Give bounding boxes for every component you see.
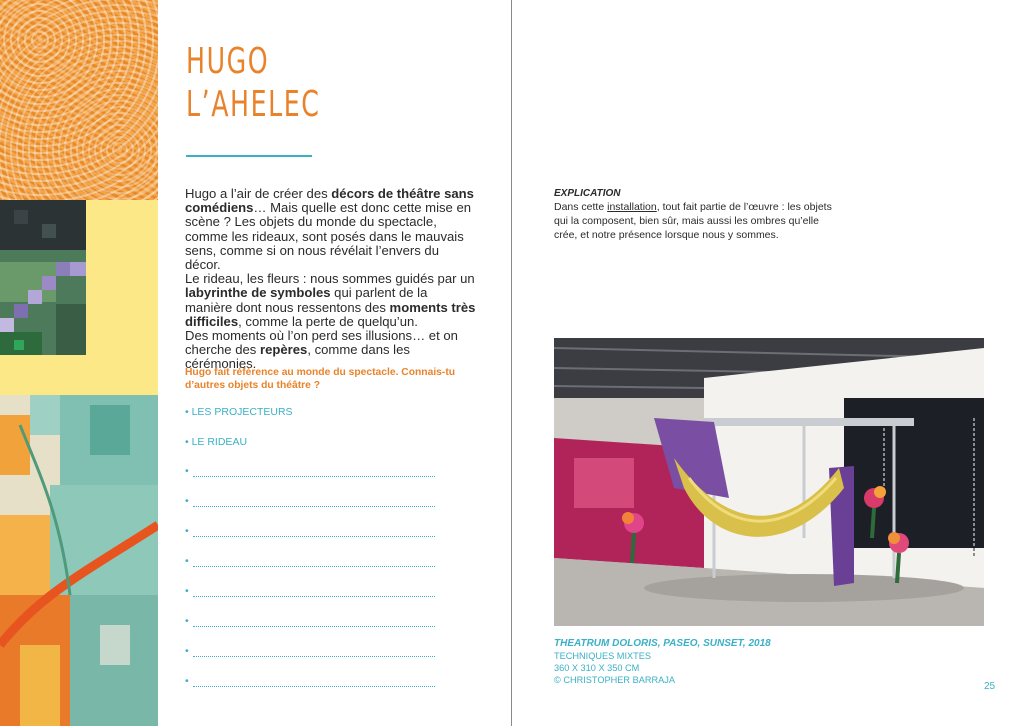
dotted-line: [193, 476, 435, 477]
question-prompt: Hugo fait référence au monde du spectacle. Connais-tu d’autres objets du théâtre ?: [185, 367, 456, 391]
body-paragraph-3: [185, 329, 477, 372]
page-gutter-divider: [511, 0, 512, 726]
body-text: [185, 187, 477, 372]
bullet: •: [185, 495, 189, 507]
pixel-artwork-top: [0, 200, 86, 355]
orange-texture-artwork: [0, 0, 158, 200]
title-line-2: L’AHELEC: [186, 84, 321, 125]
dotted-line: [193, 566, 435, 567]
explication-underlined-term: installation: [607, 201, 657, 213]
bullet: •: [185, 675, 189, 687]
artist-name-title: [186, 40, 420, 126]
explication-run: , tout fait partie de l’œuvre : les objets qui la composent, bien sûr, mais aussi les ombres qu’elle crée, et notre présence lorsque nous y sommes.: [554, 201, 832, 241]
artwork-caption-technique: TECHNIQUES MIXTES: [554, 651, 651, 661]
bullet: •: [185, 465, 189, 477]
answer-item-projecteurs: • LES PROJECTEURS: [185, 406, 293, 418]
explication-heading: EXPLICATION: [554, 188, 621, 199]
answer-blank-line[interactable]: [185, 525, 435, 539]
answer-blank-line[interactable]: [185, 465, 435, 479]
body-text-run: Des moments où l’on perd ses illusions… et on cherche des: [185, 328, 458, 358]
body-text-run: … Mais quelle est donc cette mise en scène ? Les objets du monde du spectacle, comme les rideaux, sont posés dans le mauvais sens, comme si on nous révélait l’envers du décor.: [185, 200, 472, 273]
pixel-artwork-bottom: [0, 395, 158, 726]
explication-text: [554, 200, 844, 242]
dotted-line: [193, 626, 435, 627]
installation-illustration: [554, 338, 984, 626]
title-line-1: HUGO: [186, 41, 270, 82]
dotted-line: [193, 656, 435, 657]
body-paragraph-1: [185, 187, 477, 272]
bullet: •: [185, 615, 189, 627]
orange-stroke-artwork: [0, 395, 158, 726]
dotted-line: [193, 506, 435, 507]
explication-run: Dans cette: [554, 201, 608, 213]
body-bold-run: décors de théâtre sans comédiens: [185, 186, 474, 216]
answer-blank-line[interactable]: [185, 675, 435, 689]
title-underline-rule: [186, 155, 312, 157]
bullet: •: [185, 555, 189, 567]
bullet: •: [185, 645, 189, 657]
artwork-photo: [554, 338, 984, 626]
answer-item-rideau: • LE RIDEAU: [185, 436, 248, 448]
body-bold-run: labyrinthe de symboles: [185, 285, 331, 301]
artwork-caption-credit: © CHRISTOPHER BARRAJA: [554, 675, 675, 685]
answer-blank-line[interactable]: [185, 495, 435, 509]
body-bold-run: moments très difficiles: [185, 299, 476, 329]
body-text-run: , comme dans les cérémonies.: [185, 342, 410, 372]
body-text-run: Hugo a l’air de créer des: [185, 186, 332, 201]
page-number: 25: [984, 681, 996, 692]
answer-blank-line[interactable]: [185, 645, 435, 659]
bullet: •: [185, 585, 189, 597]
answer-blank-line[interactable]: [185, 555, 435, 569]
answer-blank-line[interactable]: [185, 585, 435, 599]
artwork-caption-dimensions: 360 X 310 X 350 CM: [554, 663, 640, 673]
artwork-caption-title: THEATRUM DOLORIS, PASEO, SUNSET, 2018: [554, 638, 771, 649]
body-text-run: qui parlent de la manière dont nous ressentons des: [185, 285, 428, 315]
dotted-line: [193, 686, 435, 687]
body-paragraph-2: [185, 272, 477, 329]
answer-blank-line[interactable]: [185, 615, 435, 629]
bullet: •: [185, 525, 189, 537]
body-text-run: , comme la perte de quelqu’un.: [238, 313, 418, 329]
dotted-line: [193, 536, 435, 537]
body-text-run: Le rideau, les fleurs : nous sommes guidés par un: [185, 271, 475, 287]
decorative-artwork-strip: [0, 0, 158, 726]
body-bold-run: repères: [259, 342, 308, 358]
dotted-line: [193, 596, 435, 597]
